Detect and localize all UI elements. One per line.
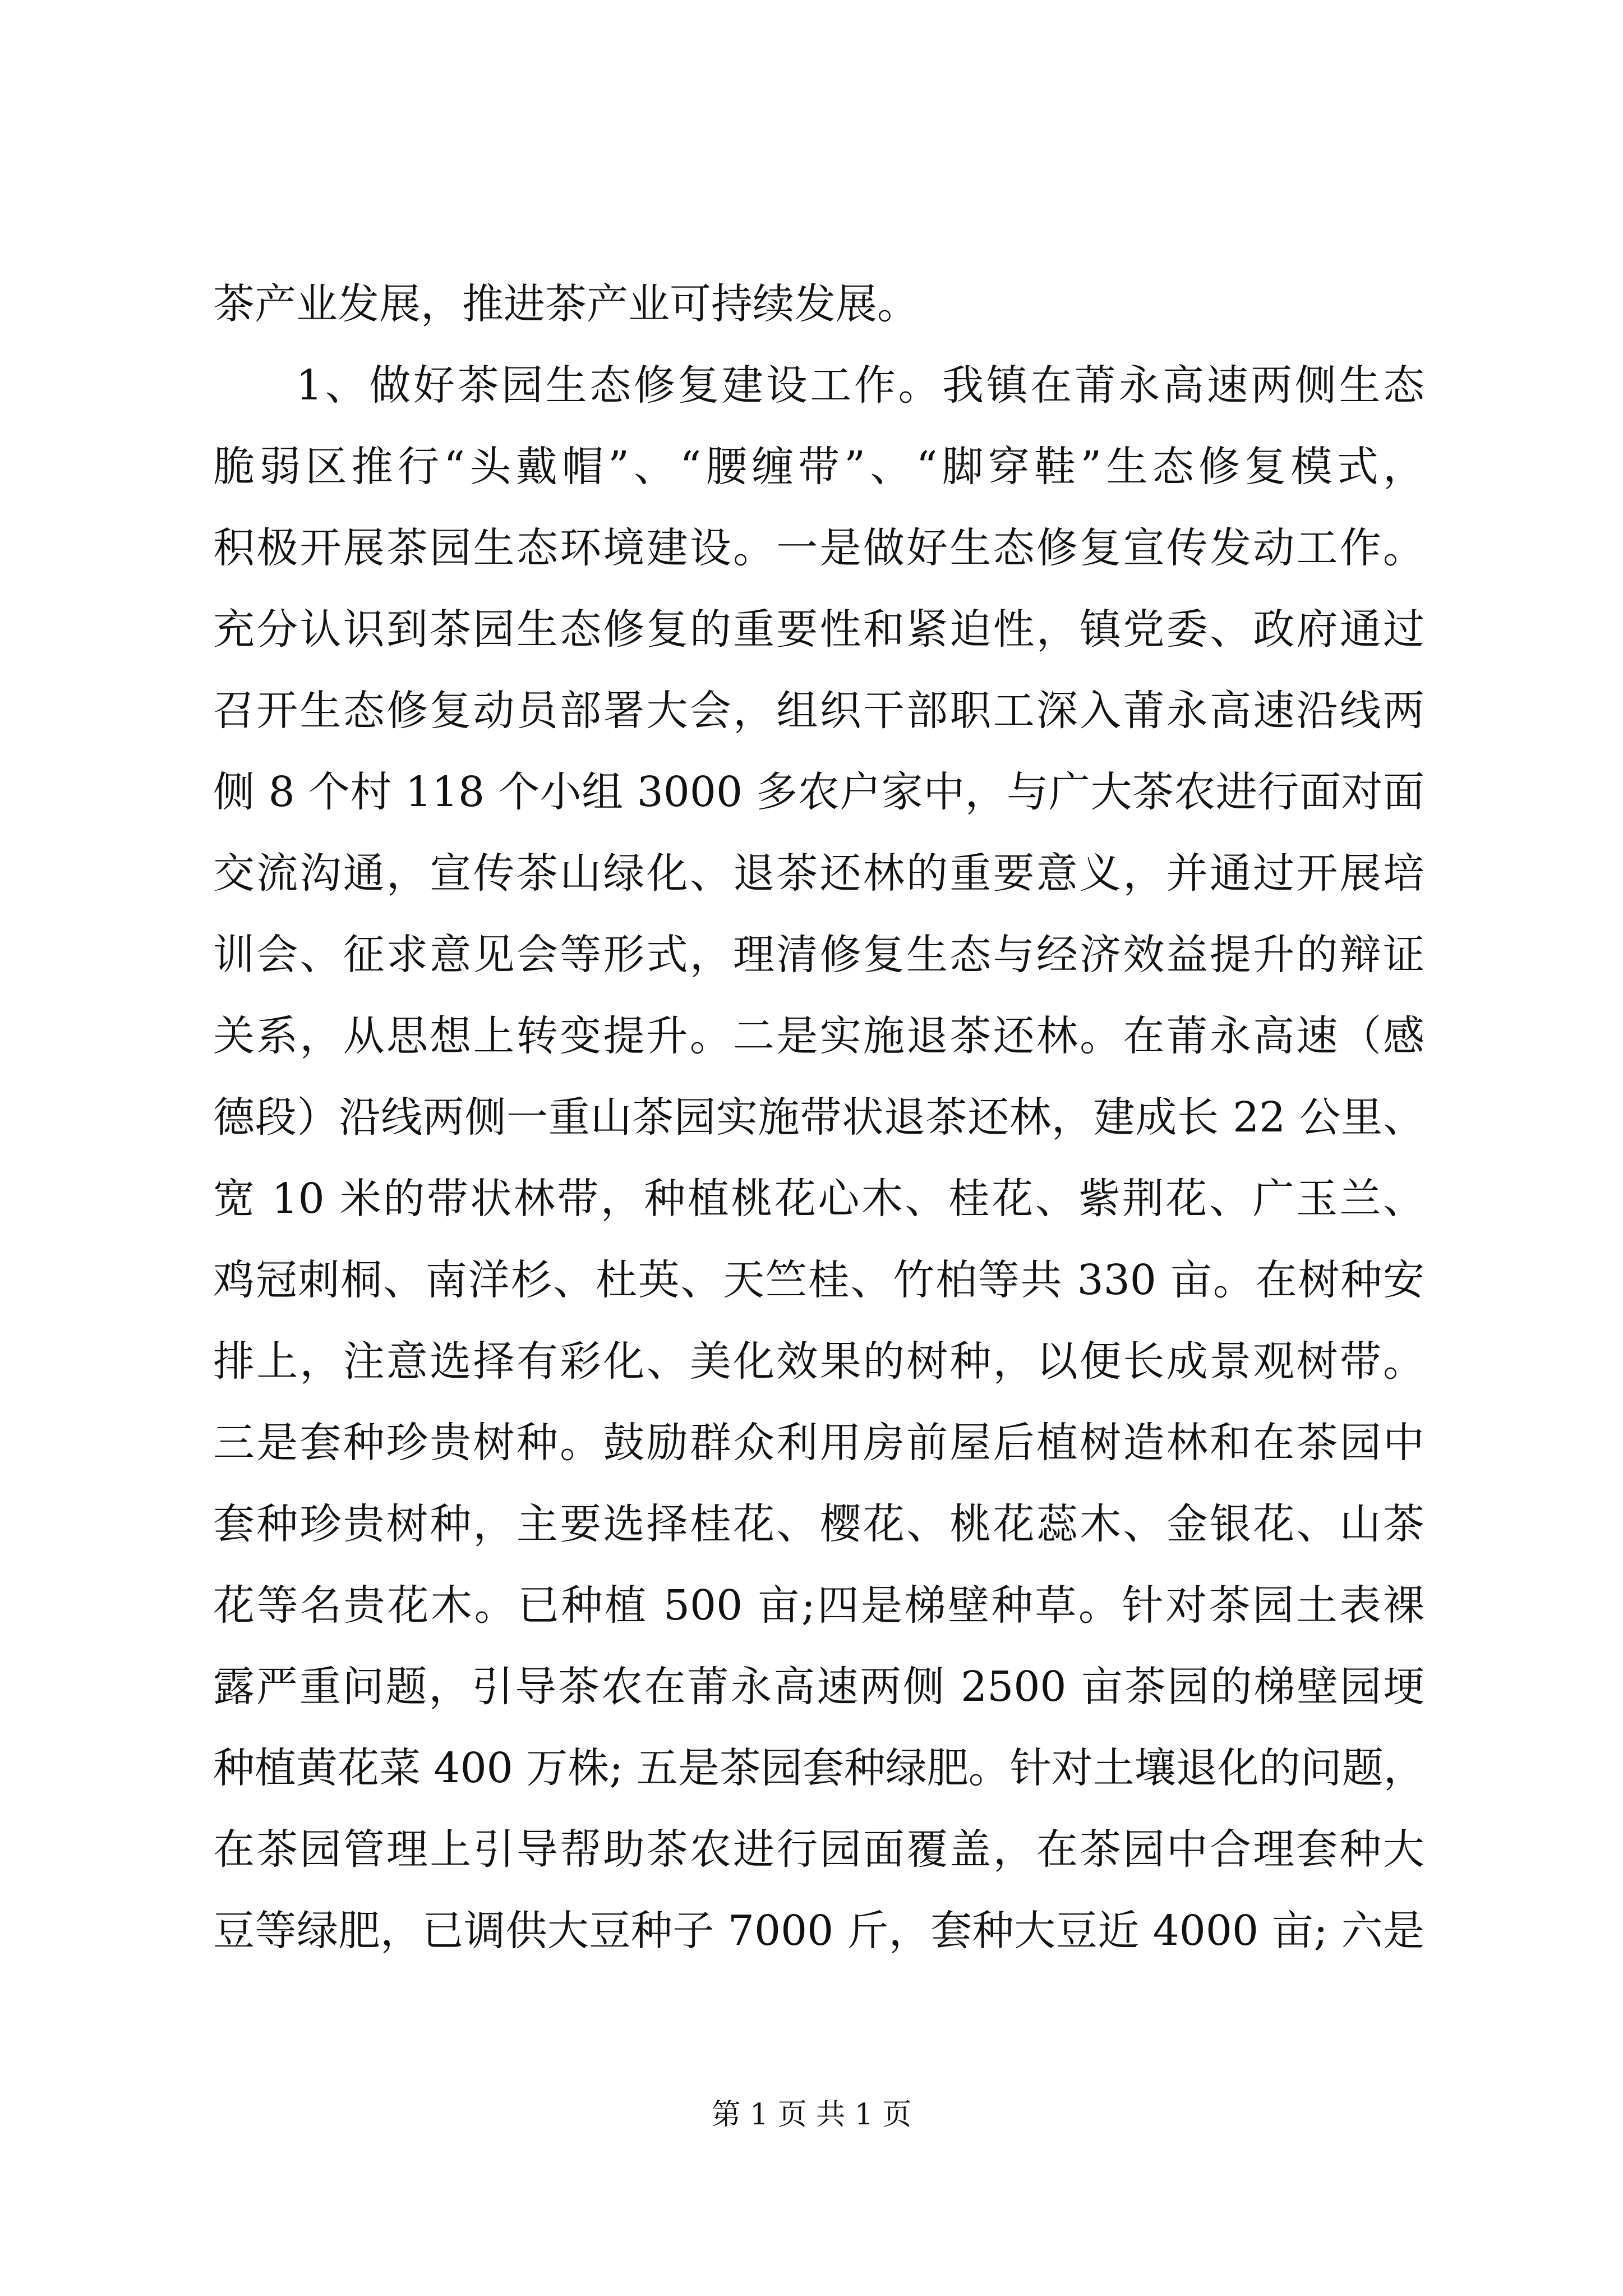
text-line: 排上，注意选择有彩化、美化效果的树种，以便长成景观树带。 bbox=[213, 1337, 1424, 1386]
text-line: 训会、征求意见会等形式，理清修复生态与经济效益提升的辩证 bbox=[213, 931, 1424, 979]
text-line: 关系，从思想上转变提升。二是实施退茶还林。在莆永高速（感 bbox=[213, 1012, 1424, 1060]
text-line: 德段）沿线两侧一重山茶园实施带状退茶还林，建成长 22 公里、 bbox=[213, 1093, 1424, 1142]
text-line: 在茶园管理上引导帮助茶农进行园面覆盖，在茶园中合理套种大 bbox=[213, 1825, 1424, 1874]
text-line: 茶产业发展，推进茶产业可持续发展。 bbox=[213, 280, 919, 328]
text-line: 充分认识到茶园生态修复的重要性和紧迫性，镇党委、政府通过 bbox=[213, 605, 1424, 654]
text-line: 宽 10 米的带状林带，种植桃花心木、桂花、紫荆花、广玉兰、 bbox=[213, 1175, 1424, 1223]
text-line: 脆弱区推行“头戴帽”、“腰缠带”、“脚穿鞋”生态修复模式， bbox=[213, 443, 1424, 491]
paragraph-start-line: 1、做好茶园生态修复建设工作。我镇在莆永高速两侧生态 bbox=[296, 361, 1424, 409]
text-line: 花等名贵花木。已种植 500 亩;四是梯壁种草。针对茶园土表裸 bbox=[213, 1581, 1424, 1630]
text-line: 露严重问题，引导茶农在莆永高速两侧 2500 亩茶园的梯壁园埂 bbox=[213, 1663, 1424, 1711]
text-line: 积极开展茶园生态环境建设。一是做好生态修复宣传发动工作。 bbox=[213, 524, 1424, 572]
page-number-footer: 第 1 页 共 1 页 bbox=[711, 2098, 912, 2132]
text-line: 交流沟通，宣传茶山绿化、退茶还林的重要意义，并通过开展培 bbox=[213, 849, 1424, 898]
text-line: 豆等绿肥，已调供大豆种子 7000 斤，套种大豆近 4000 亩; 六是 bbox=[213, 1907, 1424, 1955]
text-line: 鸡冠刺桐、南洋杉、杜英、天竺桂、竹柏等共 330 亩。在树种安 bbox=[213, 1256, 1424, 1304]
text-line: 三是套种珍贵树种。鼓励群众利用房前屋后植树造林和在茶园中 bbox=[213, 1419, 1424, 1467]
text-line: 套种珍贵树种，主要选择桂花、樱花、桃花蕊木、金银花、山茶 bbox=[213, 1500, 1424, 1548]
body-text bbox=[213, 264, 1424, 1972]
text-line: 召开生态修复动员部署大会，组织干部职工深入莆永高速沿线两 bbox=[213, 687, 1424, 735]
text-line: 侧 8 个村 118 个小组 3000 多农户家中，与广大茶农进行面对面 bbox=[213, 768, 1424, 816]
text-line: 种植黄花菜 400 万株; 五是茶园套种绿肥。针对土壤退化的问题， bbox=[213, 1744, 1425, 1792]
